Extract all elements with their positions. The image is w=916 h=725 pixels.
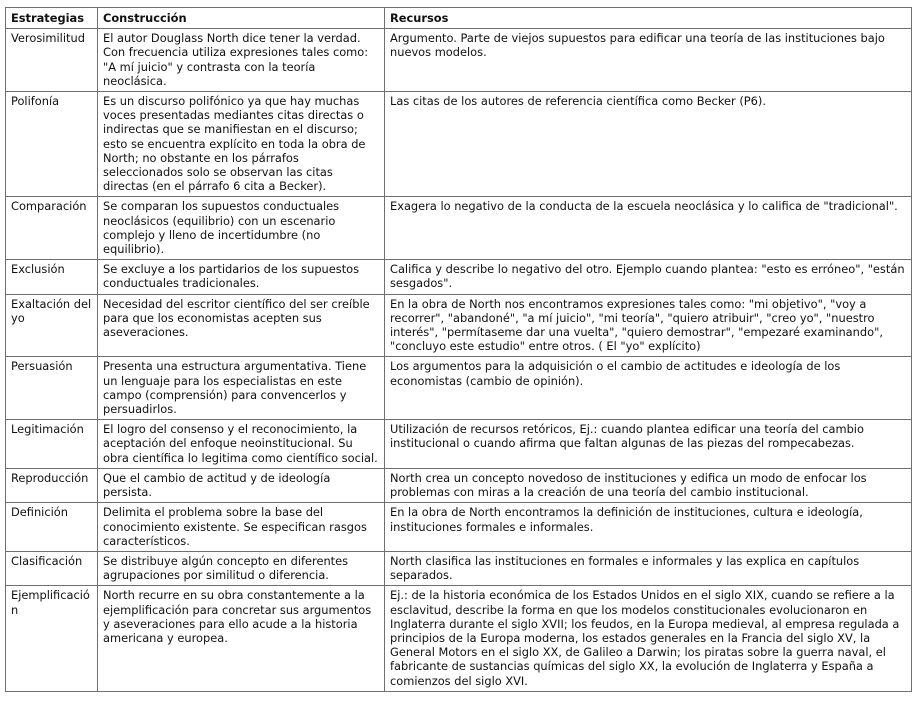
resources-cell: En la obra de North encontramos la definición de instituciones, cultura e ideología, instituciones formales e informales. xyxy=(385,503,912,552)
construction-cell: El autor Douglass North dice tener la verdad. Con frecuencia utiliza expresiones tales como: "A mí juicio" y contrasta con la teoría neoclásica. xyxy=(98,29,385,92)
strategy-cell: Comparación xyxy=(6,197,98,260)
table-row xyxy=(6,586,912,691)
strategy-cell: Definición xyxy=(6,503,98,552)
construction-cell: El logro del consenso y el reconocimiento, la aceptación del enfoque neoinstitucional. Su obra científica lo legitima como científico social. xyxy=(98,420,385,469)
construction-cell: Se distribuye algún concepto en diferentes agrupaciones por similitud o diferencia. xyxy=(98,551,385,585)
table-row xyxy=(6,420,912,469)
table-row xyxy=(6,294,912,357)
resources-cell: Las citas de los autores de referencia científica como Becker (P6). xyxy=(385,92,912,197)
header-estrategias: Estrategias xyxy=(6,8,98,29)
table-row xyxy=(6,551,912,585)
header-row xyxy=(6,8,912,29)
construction-cell: Que el cambio de actitud y de ideología persista. xyxy=(98,468,385,502)
strategy-cell: Reproducción xyxy=(6,468,98,502)
resources-cell: North crea un concepto novedoso de instituciones y edifica un modo de enfocar los problemas con miras a la creación de una teoría del cambio institucional. xyxy=(385,468,912,502)
strategy-cell: Ejemplificación xyxy=(6,586,98,691)
resources-cell: Califica y describe lo negativo del otro. Ejemplo cuando plantea: "esto es erróneo", "están sesgados". xyxy=(385,260,912,294)
strategy-cell: Clasificación xyxy=(6,551,98,585)
resources-cell: Exagera lo negativo de la conducta de la escuela neoclásica y lo califica de "tradicional". xyxy=(385,197,912,260)
construction-cell: Se excluye a los partidarios de los supuestos conductuales tradicionales. xyxy=(98,260,385,294)
table-row xyxy=(6,357,912,420)
strategy-cell: Persuasión xyxy=(6,357,98,420)
table-row xyxy=(6,468,912,502)
strategy-cell: Legitimación xyxy=(6,420,98,469)
table-row xyxy=(6,260,912,294)
strategy-cell: Exaltación del yo xyxy=(6,294,98,357)
table-row xyxy=(6,503,912,552)
construction-cell: Se comparan los supuestos conductuales neoclásicos (equilibrio) con un escenario complejo y lleno de incertidumbre (no equilibrio). xyxy=(98,197,385,260)
resources-cell: Los argumentos para la adquisición o el cambio de actitudes e ideología de los economistas (cambio de opinión). xyxy=(385,357,912,420)
strategy-cell: Polifonía xyxy=(6,92,98,197)
strategies-table xyxy=(5,7,912,692)
header-construccion: Construcción xyxy=(98,8,385,29)
resources-cell: En la obra de North nos encontramos expresiones tales como: "mi objetivo", "voy a recorrer", "abandoné", "a mí juicio", "mi teoría", "quiero atribuir", "creo yo", "nuestro interés", "permítaseme dar una vuelta", "quiero demostrar", "empezaré examinando", "concluyo este estudio" entre otros. ( El "yo" explícito) xyxy=(385,294,912,357)
construction-cell: North recurre en su obra constantemente a la ejemplificación para concretar sus argumentos y aseveraciones para ello acude a la historia americana y europea. xyxy=(98,586,385,691)
construction-cell: Presenta una estructura argumentativa. Tiene un lenguaje para los especialistas en este campo (comprensión) para convencerlos y persuadirlos. xyxy=(98,357,385,420)
header-recursos: Recursos xyxy=(385,8,912,29)
resources-cell: Ej.: de la historia económica de los Estados Unidos en el siglo XIX, cuando se refiere a la esclavitud, describe la forma en que los modelos constitucionales evolucionaron en Inglaterra durante el siglo XVII; los feudos, en la Europa medieval, al empresa regulada a principios de la Europa moderna, los estados generales en la Francia del siglo XV, la General Motors en el siglo XX, de Galileo a Darwin; los piratas sobre la guerra naval, el fabricante de sustancias químicas del siglo XX, la evolución de Inglaterra y España a comienzos del siglo XVI. xyxy=(385,586,912,691)
strategy-cell: Exclusión xyxy=(6,260,98,294)
table-row xyxy=(6,197,912,260)
resources-cell: North clasifica las instituciones en formales e informales y las explica en capítulos separados. xyxy=(385,551,912,585)
table-row xyxy=(6,29,912,92)
table-row xyxy=(6,92,912,197)
construction-cell: Delimita el problema sobre la base del conocimiento existente. Se especifican rasgos característicos. xyxy=(98,503,385,552)
construction-cell: Necesidad del escritor científico del ser creíble para que los economistas acepten sus aseveraciones. xyxy=(98,294,385,357)
resources-cell: Argumento. Parte de viejos supuestos para edificar una teoría de las instituciones bajo nuevos modelos. xyxy=(385,29,912,92)
resources-cell: Utilización de recursos retóricos, Ej.: cuando plantea edificar una teoría del cambio institucional o cuando afirma que faltan algunas de las piezas del rompecabezas. xyxy=(385,420,912,469)
strategy-cell: Verosimilitud xyxy=(6,29,98,92)
construction-cell: Es un discurso polifónico ya que hay muchas voces presentadas mediantes citas directas o indirectas que se manifiestan en el discurso; esto se encuentra explícito en toda la obra de North; no obstante en los párrafos seleccionados solo se observan las citas directas (en el párrafo 6 cita a Becker). xyxy=(98,92,385,197)
